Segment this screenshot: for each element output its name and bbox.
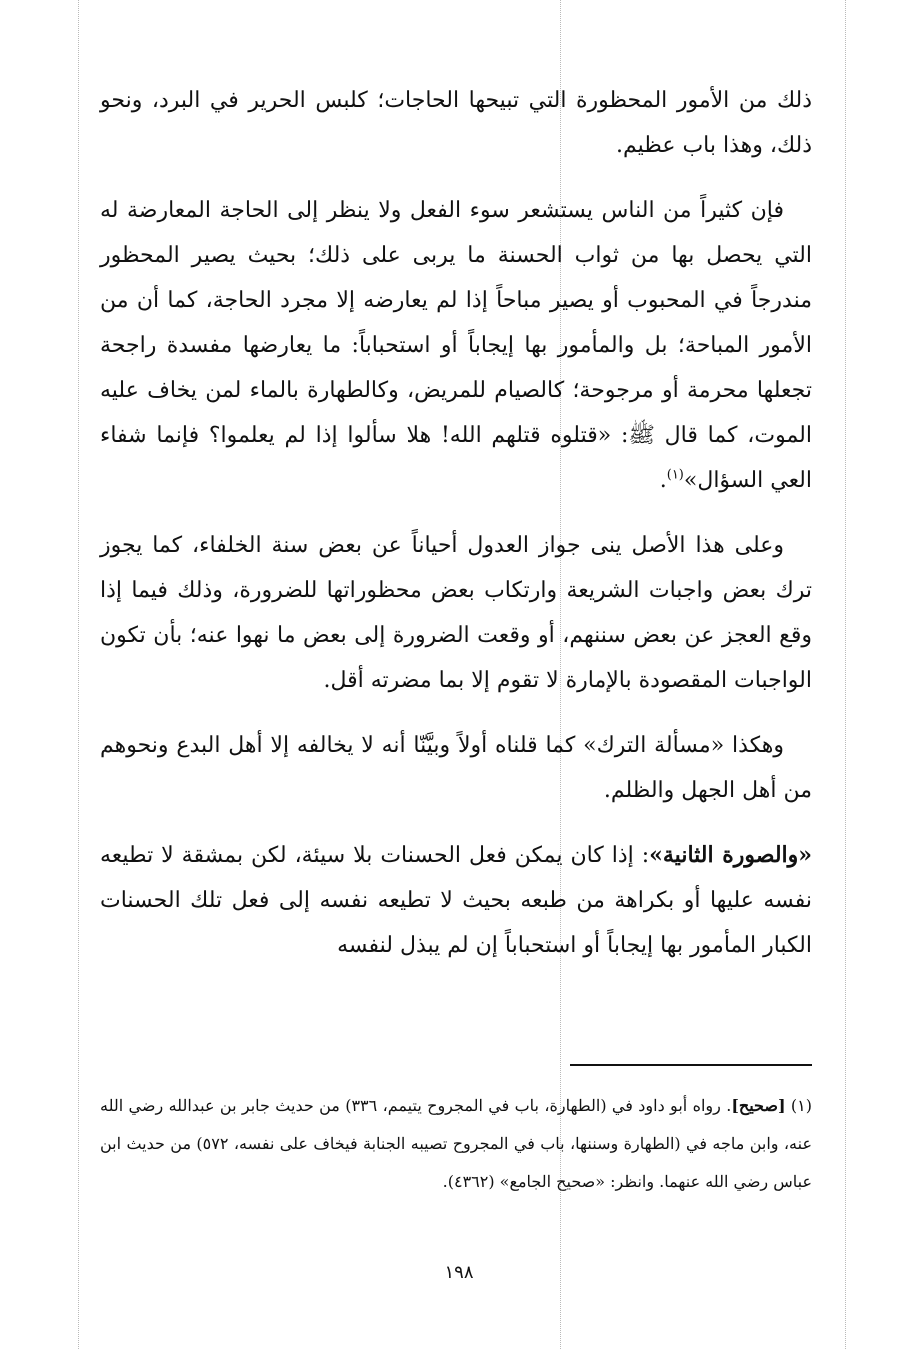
paragraph xyxy=(100,188,812,503)
footnote-reference[interactable]: (١) xyxy=(666,467,684,483)
paragraph xyxy=(100,833,812,968)
paragraph xyxy=(100,78,812,168)
section-label: «والصورة الثانية» xyxy=(649,842,813,868)
main-text xyxy=(100,78,812,968)
paragraph xyxy=(100,523,812,703)
footnote-grade-label: [صحيح] xyxy=(731,1096,786,1115)
footnote-number: (١) xyxy=(790,1096,812,1115)
footnote xyxy=(100,1087,812,1201)
paragraph-text: : إذا كان يمكن فعل الحسنات بلا سيئة، لكن بمشقة لا تطيعه نفسه عليها أو بكراهة من طبعه بحيث لا تطيعه نفسه إلى فعل تلك الحسنات الكبار المأمور بها إيجاباً أو استحباباً إن لم يبذل لنفسه xyxy=(100,843,812,958)
scan-guide-line xyxy=(78,0,79,1349)
paragraph-text: وهكذا «مسألة الترك» كما قلناه أولاً وبيَّنّا أنه لا يخالفه إلا أهل البدع ونحوهم من أهل الجهل والظلم. xyxy=(100,733,812,803)
paragraph-text: ذلك من الأمور المحظورة التي تبيحها الحاجات؛ كلبس الحرير في البرد، ونحو ذلك، وهذا باب عظيم. xyxy=(100,88,812,158)
paragraph-text: فإن كثيراً من الناس يستشعر سوء الفعل ولا ينظر إلى الحاجة المعارضة له التي يحصل بها من ثواب الحسنة ما يربى على ذلك؛ بحيث يصير المحظور مندرجاً في المحبوب أو يصير مباحاً إذا لم يعارضه إلا مجرد الحاجة، كما أن من الأمور المباحة؛ بل والمأمور بها إيجاباً أو استحباباً: ما يعارضها مفسدة راجحة تجعلها محرمة أو مرجوحة؛ كالصيام للمريض، وكالطهارة بالماء لمن يخاف عليه الموت، كما قال ﷺ: «قتلوه قتلهم الله! هلا سألوا إذا لم يعلموا؟ فإنما شفاء العي السؤال» xyxy=(100,198,812,493)
page-number: ١٩٨ xyxy=(444,1262,474,1283)
footnote-text: . رواه أبو داود في (الطهارة، باب في المجروح يتيمم، ٣٣٦) من حديث جابر بن عبدالله رضي الله عنه، وابن ماجه في (الطهارة وسننها، باب في المجروح تصيبه الجنابة فيخاف على نفسه، ٥٧٢) من حديث ابن عباس رضي الله عنهما. وانظر: «صحيح الجامع» (٤٣٦٢). xyxy=(100,1096,812,1191)
paragraph-text: وعلى هذا الأصل ينى جواز العدول أحياناً عن بعض سنة الخلفاء، كما يجوز ترك بعض واجبات الشريعة وارتكاب بعض محظوراتها للضرورة، وذلك فيما إذا وقع العجز عن بعض سننهم، أو وقعت الضرورة إلى بعض ما نهوا عنه؛ بأن تكون الواجبات المقصودة بالإمارة لا تقوم إلا بما مضرته أقل. xyxy=(100,533,812,693)
paragraph-end-punctuation: . xyxy=(659,468,667,493)
paragraph xyxy=(100,723,812,813)
scan-guide-line xyxy=(845,0,846,1349)
footnote-separator xyxy=(570,1064,812,1066)
